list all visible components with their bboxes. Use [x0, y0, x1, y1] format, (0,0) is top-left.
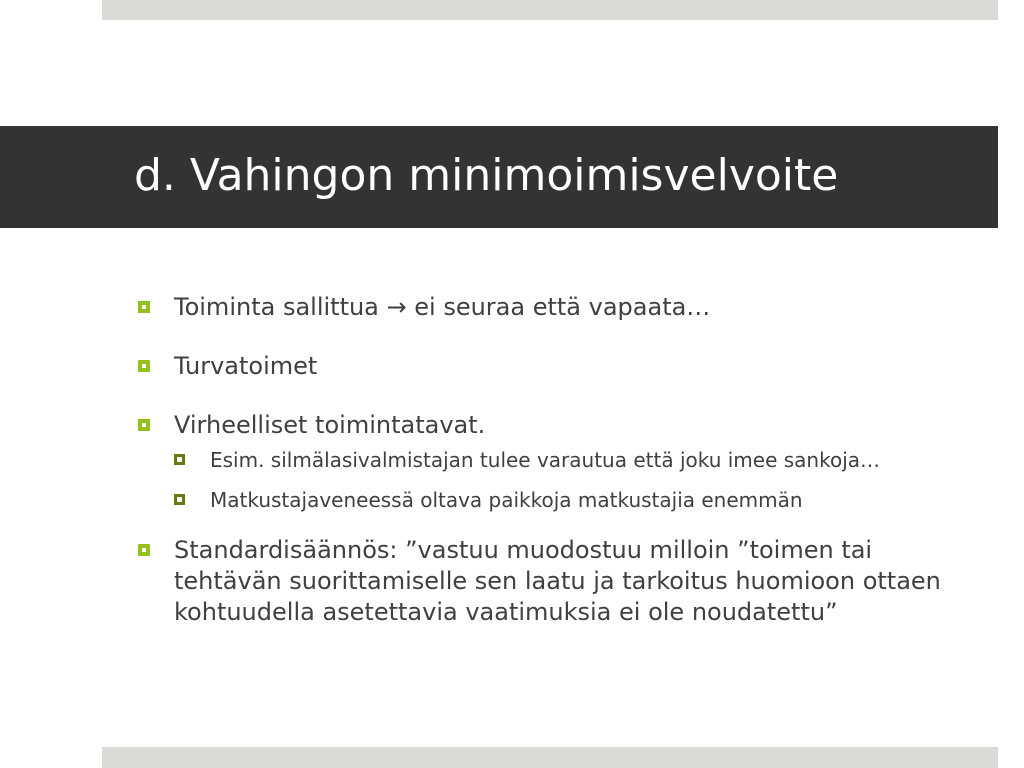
sub-bullet-list	[174, 447, 978, 513]
bullet-item	[138, 410, 978, 513]
top-decorative-bar	[102, 0, 998, 20]
bullet-text: Toiminta sallittua → ei seuraa että vapaata…	[174, 293, 711, 321]
sub-bullet-item	[172, 447, 978, 473]
bottom-decorative-bar	[102, 747, 998, 768]
bullet-item	[138, 351, 978, 382]
sub-bullet-text: Matkustajaveneessä oltava paikkoja matkustajia enemmän	[210, 488, 803, 512]
square-bullet-icon	[138, 360, 150, 372]
sub-bullet-item	[172, 487, 978, 513]
square-sub-bullet-icon	[174, 454, 185, 465]
bullet-text: Turvatoimet	[174, 352, 318, 380]
square-bullet-icon	[138, 419, 150, 431]
bullet-item	[138, 292, 978, 323]
slide-title: d. Vahingon minimoimisvelvoite	[134, 150, 839, 201]
bullet-item	[138, 535, 978, 628]
square-bullet-icon	[138, 544, 150, 556]
sub-bullet-text: Esim. silmälasivalmistajan tulee varautua että joku imee sankoja…	[210, 448, 881, 472]
square-sub-bullet-icon	[174, 494, 185, 505]
bullet-list	[138, 292, 978, 628]
bullet-text: Standardisäännös: ”vastuu muodostuu milloin ”toimen tai tehtävän suorittamiselle sen laatu ja tarkoitus huomioon ottaen kohtuudella asetettavia vaatimuksia ei ole noudatettu”	[174, 536, 941, 626]
bullet-text: Virheelliset toimintatavat.	[174, 411, 486, 439]
square-bullet-icon	[138, 301, 150, 313]
